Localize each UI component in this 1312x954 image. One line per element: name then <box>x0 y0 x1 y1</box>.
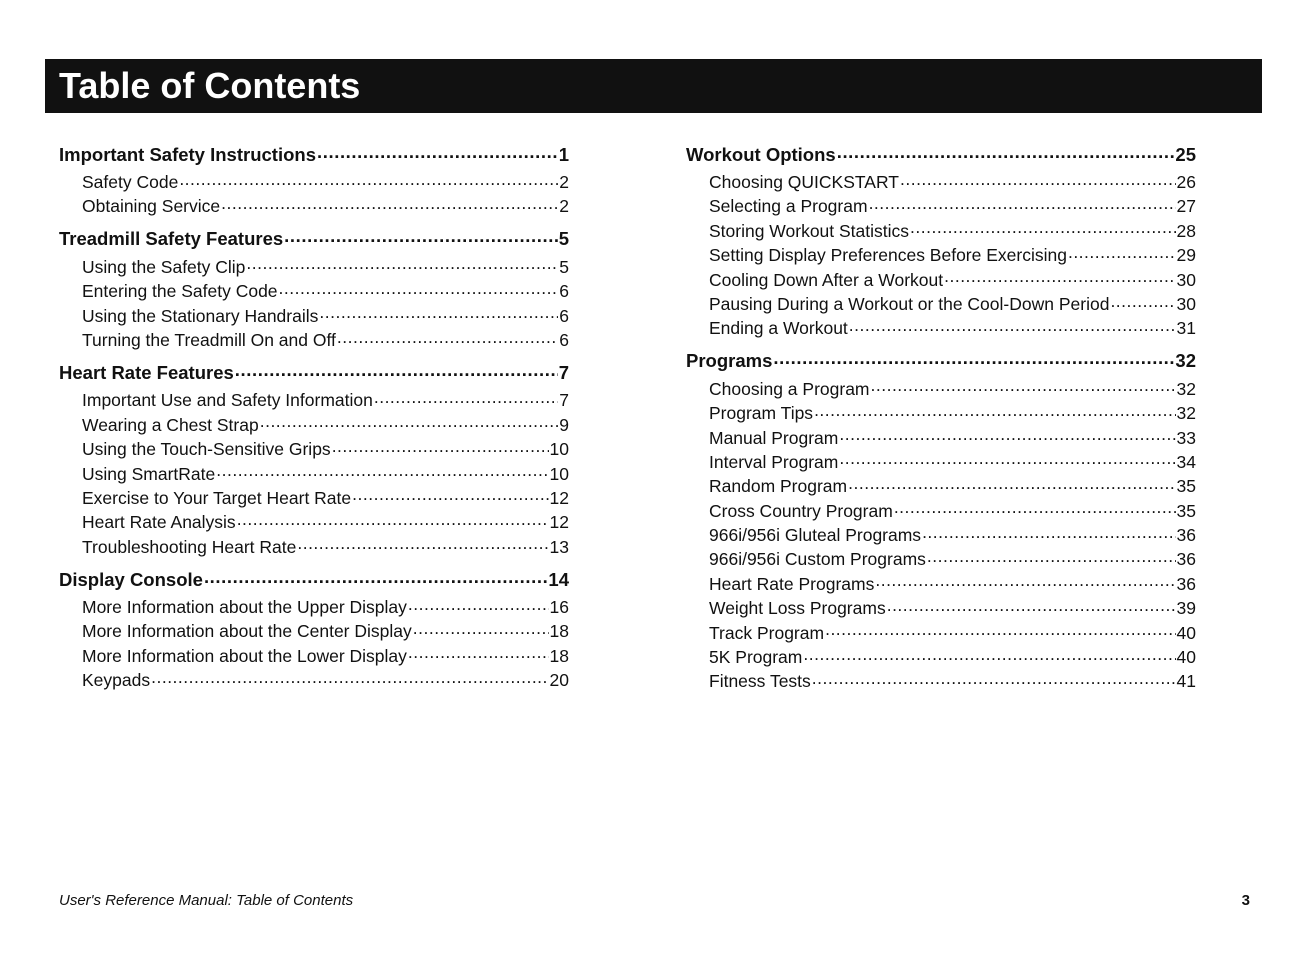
toc-heading-entry[interactable] <box>686 142 1196 166</box>
dot-leader <box>944 268 1175 286</box>
toc-heading-label: Workout Options <box>686 143 836 165</box>
toc-subentry[interactable] <box>82 304 569 328</box>
toc-subentries <box>59 388 569 559</box>
dot-leader <box>812 670 1176 688</box>
toc-subentry-page: 36 <box>1176 525 1196 546</box>
toc-subentry[interactable] <box>709 377 1196 401</box>
toc-subentry-page: 41 <box>1176 671 1196 692</box>
toc-subentry-page: 36 <box>1176 549 1196 570</box>
toc-heading-label: Display Console <box>59 568 203 590</box>
toc-subentry-page: 26 <box>1176 172 1196 192</box>
toc-subentries <box>59 170 569 219</box>
toc-subentry[interactable] <box>82 255 569 279</box>
dot-leader <box>1110 292 1175 310</box>
toc-subentry-label: Important Use and Safety Information <box>82 390 373 411</box>
toc-subentry-label: Selecting a Program <box>709 196 868 217</box>
dot-leader <box>332 438 549 456</box>
dot-leader <box>848 475 1175 493</box>
toc-subentry-label: Ending a Workout <box>709 318 848 339</box>
toc-subentry-page: 10 <box>549 463 569 484</box>
toc-subentry-label: Using the Stationary Handrails <box>82 305 319 326</box>
dot-leader <box>814 402 1175 420</box>
toc-subentry-label: Track Program <box>709 622 825 643</box>
toc-subentry-label: Interval Program <box>709 451 839 472</box>
toc-subentry[interactable] <box>82 279 569 303</box>
toc-section <box>59 567 569 693</box>
toc-subentry[interactable] <box>709 219 1196 243</box>
toc-subentry[interactable] <box>82 535 569 559</box>
dot-leader <box>260 413 559 431</box>
toc-subentries <box>686 170 1196 341</box>
toc-subentry-page: 9 <box>559 414 569 435</box>
dot-leader <box>337 328 558 346</box>
toc-subentry-label: 966i/956i Custom Programs <box>709 549 926 570</box>
toc-subentry-label: 5K Program <box>709 647 803 668</box>
toc-subentry-label: Program Tips <box>709 403 814 424</box>
toc-subentry-page: 31 <box>1176 318 1196 339</box>
toc-section <box>59 227 569 353</box>
toc-heading-entry[interactable] <box>59 227 569 251</box>
toc-subentry-page: 7 <box>559 390 569 411</box>
toc-left-column <box>59 142 569 701</box>
toc-subentry-label: Obtaining Service <box>82 196 221 217</box>
dot-leader <box>825 621 1175 639</box>
toc-subentry[interactable] <box>82 462 569 486</box>
dot-leader <box>374 389 558 407</box>
toc-section <box>686 142 1196 341</box>
dot-leader <box>279 280 559 298</box>
toc-subentry[interactable] <box>709 170 1196 194</box>
toc-subentry-label: Heart Rate Analysis <box>82 512 236 533</box>
toc-heading-page: 14 <box>548 568 569 590</box>
page-title: Table of Contents <box>59 65 361 106</box>
toc-subentry-label: Heart Rate Programs <box>709 573 875 594</box>
toc-subentry[interactable] <box>709 523 1196 547</box>
toc-subentry-page: 18 <box>549 621 569 642</box>
toc-subentry-label: Random Program <box>709 476 848 497</box>
toc-subentry-label: Using the Safety Clip <box>82 256 246 277</box>
dot-leader <box>1068 244 1176 262</box>
dot-leader <box>237 511 549 529</box>
toc-subentry-page: 18 <box>549 645 569 666</box>
toc-subentry-page: 2 <box>559 172 569 192</box>
dot-leader <box>900 171 1176 189</box>
toc-subentry-page: 40 <box>1176 647 1196 668</box>
dot-leader <box>297 535 548 553</box>
toc-subentry-page: 34 <box>1176 451 1196 472</box>
toc-subentry-page: 28 <box>1176 220 1196 241</box>
dot-leader <box>284 227 558 246</box>
toc-subentry[interactable] <box>709 474 1196 498</box>
toc-section <box>686 349 1196 694</box>
toc-subentry-label: Setting Display Preferences Before Exercising <box>709 245 1067 266</box>
toc-subentry[interactable] <box>709 547 1196 571</box>
dot-leader <box>869 195 1176 213</box>
toc-subentry-page: 30 <box>1176 269 1196 290</box>
toc-subentry[interactable] <box>709 243 1196 267</box>
footer-page-number: 3 <box>1241 892 1250 909</box>
toc-subentry-label: Safety Code <box>82 172 179 192</box>
dot-leader <box>204 567 547 586</box>
toc-subentry[interactable] <box>82 668 569 692</box>
toc-subentry[interactable] <box>709 572 1196 596</box>
dot-leader <box>803 646 1175 664</box>
toc-subentry[interactable] <box>709 621 1196 645</box>
toc-section <box>59 142 569 219</box>
toc-subentry-page: 6 <box>559 305 569 326</box>
toc-subentry[interactable] <box>709 450 1196 474</box>
toc-heading-label: Important Safety Instructions <box>59 143 316 165</box>
toc-subentry[interactable] <box>82 413 569 437</box>
toc-subentry-label: 966i/956i Gluteal Programs <box>709 525 922 546</box>
toc-subentry-label: Keypads <box>82 670 151 691</box>
toc-subentry-label: Using the Touch-Sensitive Grips <box>82 439 331 460</box>
toc-subentry-page: 6 <box>559 329 569 350</box>
toc-subentry-label: Choosing a Program <box>709 378 870 399</box>
toc-subentry-label: Storing Workout Statistics <box>709 220 910 241</box>
toc-subentry[interactable] <box>82 595 569 619</box>
toc-subentry-label: Entering the Safety Code <box>82 281 278 302</box>
toc-subentry[interactable] <box>709 499 1196 523</box>
dot-leader <box>773 349 1174 368</box>
toc-subentry-label: Turning the Treadmill On and Off <box>82 329 336 350</box>
toc-subentry[interactable] <box>709 194 1196 218</box>
dot-leader <box>151 669 548 687</box>
toc-subentry-page: 13 <box>549 536 569 557</box>
dot-leader <box>894 499 1176 517</box>
dot-leader <box>849 317 1176 335</box>
dot-leader <box>837 142 1175 161</box>
toc-subentry-page: 5 <box>559 256 569 277</box>
toc-subentry-label: Weight Loss Programs <box>709 598 886 619</box>
toc-subentry[interactable] <box>82 510 569 534</box>
toc-heading-page: 1 <box>558 143 569 165</box>
toc-heading-page: 25 <box>1175 143 1196 165</box>
toc-subentry-label: More Information about the Center Display <box>82 621 412 642</box>
toc-subentry-label: Choosing QUICKSTART <box>709 172 899 192</box>
toc-subentry-label: Using SmartRate <box>82 463 216 484</box>
toc-heading-label: Heart Rate Features <box>59 361 234 383</box>
toc-subentry[interactable] <box>709 401 1196 425</box>
dot-leader <box>352 486 548 504</box>
toc-subentry[interactable] <box>82 194 569 218</box>
toc-subentries <box>686 377 1196 694</box>
toc-heading-entry[interactable] <box>686 349 1196 373</box>
toc-subentry[interactable] <box>82 486 569 510</box>
toc-subentry-page: 16 <box>549 597 569 618</box>
toc-subentry-page: 32 <box>1176 378 1196 399</box>
toc-subentry-page: 32 <box>1176 403 1196 424</box>
toc-subentry[interactable] <box>82 619 569 643</box>
toc-heading-page: 5 <box>558 228 569 250</box>
toc-subentry[interactable] <box>82 328 569 352</box>
toc-subentry-label: More Information about the Lower Display <box>82 645 407 666</box>
toc-subentry-label: Troubleshooting Heart Rate <box>82 536 297 557</box>
dot-leader <box>839 426 1175 444</box>
toc-subentry-label: More Information about the Upper Display <box>82 597 407 618</box>
dot-leader <box>235 360 558 379</box>
dot-leader <box>221 195 558 213</box>
toc-subentry[interactable] <box>709 596 1196 620</box>
dot-leader <box>910 219 1176 237</box>
toc-subentries <box>59 595 569 693</box>
dot-leader <box>317 142 558 161</box>
dot-leader <box>216 462 548 480</box>
toc-subentry-page: 39 <box>1176 598 1196 619</box>
toc-subentry-page: 36 <box>1176 573 1196 594</box>
toc-subentry[interactable] <box>709 292 1196 316</box>
toc-subentry-page: 27 <box>1176 196 1196 217</box>
dot-leader <box>179 171 558 189</box>
toc-section <box>59 360 569 559</box>
toc-subentry-page: 30 <box>1176 293 1196 314</box>
toc-subentry[interactable] <box>709 645 1196 669</box>
toc-heading-label: Treadmill Safety Features <box>59 228 284 250</box>
toc-subentry[interactable] <box>82 437 569 461</box>
dot-leader <box>875 572 1175 590</box>
toc-subentry[interactable] <box>82 170 569 194</box>
title-bar <box>45 59 1262 113</box>
toc-subentry[interactable] <box>709 316 1196 340</box>
dot-leader <box>927 548 1176 566</box>
toc-subentry[interactable] <box>82 388 569 412</box>
toc-subentry-page: 35 <box>1176 476 1196 497</box>
toc-subentries <box>59 255 569 353</box>
dot-leader <box>408 644 549 662</box>
toc-subentry[interactable] <box>709 268 1196 292</box>
toc-heading-entry[interactable] <box>59 567 569 591</box>
toc-subentry-page: 35 <box>1176 500 1196 521</box>
toc-subentry-page: 40 <box>1176 622 1196 643</box>
dot-leader <box>871 377 1176 395</box>
dot-leader <box>408 596 549 614</box>
toc-heading-label: Programs <box>686 350 773 372</box>
dot-leader <box>839 450 1175 468</box>
toc-subentry-page: 2 <box>559 196 569 217</box>
toc-heading-entry[interactable] <box>59 142 569 166</box>
toc-subentry-page: 6 <box>559 281 569 302</box>
toc-subentry-label: Cross Country Program <box>709 500 893 521</box>
dot-leader <box>413 620 549 638</box>
toc-heading-page: 32 <box>1175 350 1196 372</box>
toc-subentry-label: Exercise to Your Target Heart Rate <box>82 487 352 508</box>
toc-subentry-page: 29 <box>1176 245 1196 266</box>
dot-leader <box>922 524 1175 542</box>
toc-heading-entry[interactable] <box>59 360 569 384</box>
toc-subentry[interactable] <box>709 426 1196 450</box>
toc-heading-page: 7 <box>558 361 569 383</box>
toc-subentry-page: 33 <box>1176 427 1196 448</box>
toc-subentry-label: Fitness Tests <box>709 671 811 692</box>
dot-leader <box>319 304 558 322</box>
toc-subentry-page: 10 <box>549 439 569 460</box>
toc-subentry-label: Wearing a Chest Strap <box>82 414 259 435</box>
dot-leader <box>246 255 558 273</box>
toc-subentry-page: 12 <box>549 487 569 508</box>
toc-subentry-page: 20 <box>549 670 569 691</box>
toc-subentry[interactable] <box>709 669 1196 693</box>
footer-title: User's Reference Manual: Table of Contents <box>59 892 354 909</box>
toc-right-column <box>686 142 1196 702</box>
toc-subentry-label: Pausing During a Workout or the Cool-Down Period <box>709 293 1110 314</box>
toc-subentry[interactable] <box>82 644 569 668</box>
toc-subentry-label: Cooling Down After a Workout <box>709 269 944 290</box>
toc-subentry-page: 12 <box>549 512 569 533</box>
toc-subentry-label: Manual Program <box>709 427 839 448</box>
dot-leader <box>887 597 1176 615</box>
